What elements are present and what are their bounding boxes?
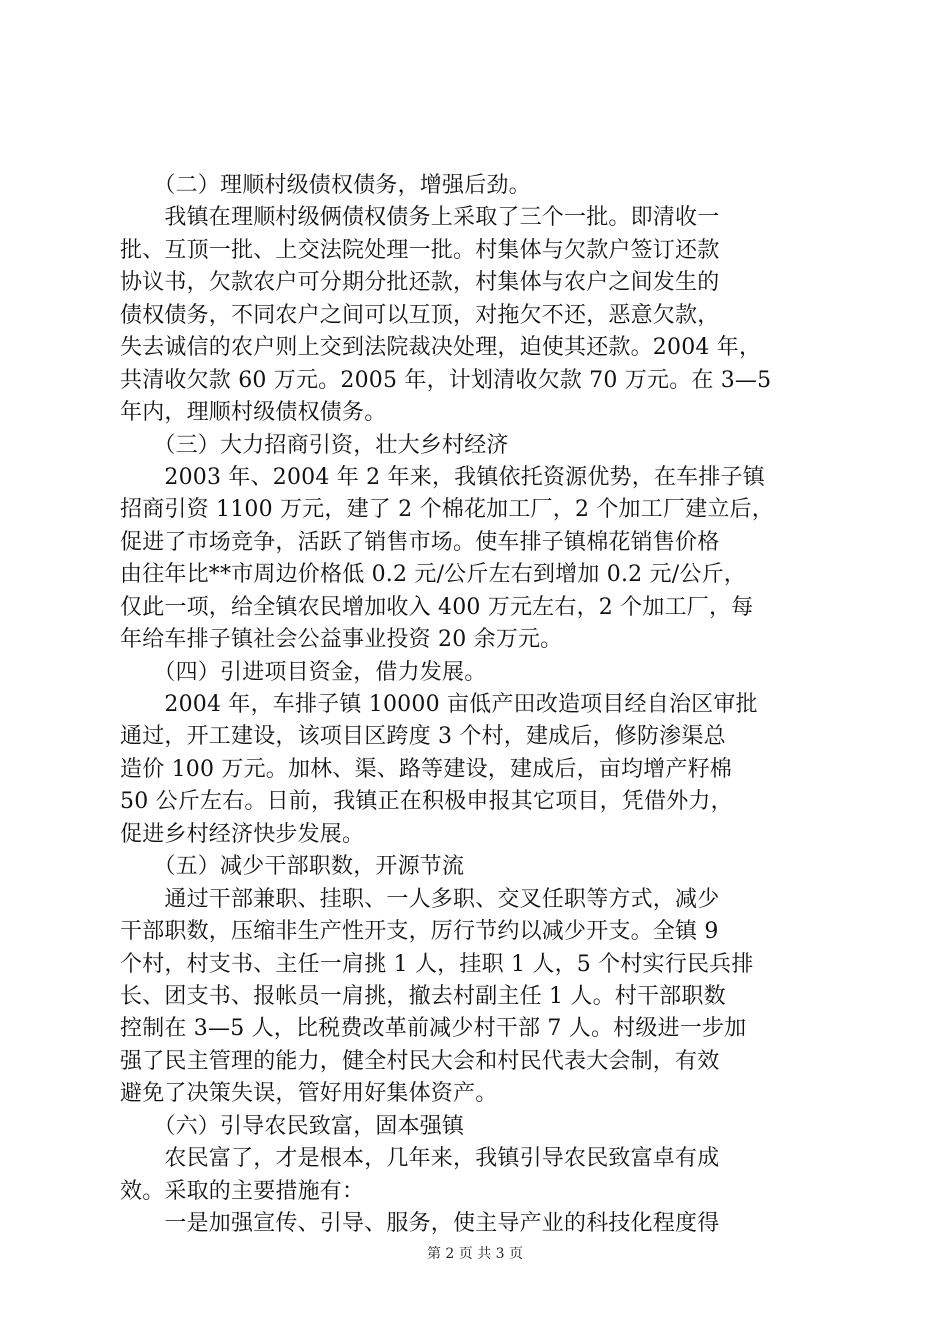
page-number: 第 2 页 共 3 页 bbox=[426, 1246, 524, 1262]
text-line: 年给车排子镇社会公益事业投资 20 余万元。 bbox=[120, 627, 563, 653]
text-line: 债权债务，不同农户之间可以互顶，对拖欠不还，恶意欠款， bbox=[120, 302, 720, 328]
text-line: 由往年比**市周边价格低 0.2 元/公斤左右到增加 0.2 元/公斤， bbox=[120, 562, 746, 588]
text-line: 控制在 3—5 人，比税费改革前减少村干部 7 人。村级进一步加 bbox=[120, 1016, 747, 1042]
text-line: 避免了决策失误，管好用好集体资产。 bbox=[120, 1081, 498, 1107]
text-line: 2004 年，车排子镇 10000 亩低产田改造项目经自治区审批 bbox=[120, 692, 758, 717]
text-line: 促进了市场竞争，活跃了销售市场。使车排子镇棉花销售价格 bbox=[120, 529, 720, 555]
text-line: （四）引进项目资金，借力发展。 bbox=[120, 659, 487, 685]
text-line: 招商引资 1100 万元，建了 2 个棉花加工厂，2 个加工厂建立后， bbox=[120, 497, 774, 523]
text-line: 造价 100 万元。加林、渠、路等建设，建成后，亩均增产籽棉 bbox=[120, 756, 732, 782]
text-line: 干部职数，压缩非生产性开支，厉行节约以减少开支。全镇 9 bbox=[120, 919, 719, 945]
text-line: 通过，开工建设，该项目区跨度 3 个村，建成后，修防渗渠总 bbox=[120, 724, 726, 750]
document-body bbox=[120, 170, 836, 1240]
text-line: 效。采取的主要措施有： bbox=[120, 1178, 365, 1204]
text-line: 共清收欠款 60 万元。2005 年，计划清收欠款 70 万元。在 3—5 bbox=[120, 367, 772, 393]
text-line: 一是加强宣传、引导、服务，使主导产业的科技化程度得 bbox=[120, 1211, 720, 1236]
text-line: 批、互顶一批、上交法院处理一批。村集体与欠款户签订还款 bbox=[120, 237, 720, 263]
text-line: 农民富了，才是根本，几年来，我镇引导农民致富卓有成 bbox=[120, 1146, 720, 1172]
text-line: 2003 年、2004 年 2 年来，我镇依托资源优势，在车排子镇 bbox=[120, 464, 765, 490]
text-line: （五）减少干部职数，开源节流 bbox=[120, 854, 465, 880]
text-line: 强了民主管理的能力，健全村民大会和村民代表大会制，有效 bbox=[120, 1048, 720, 1074]
text-line: （六）引导农民致富，固本强镇 bbox=[120, 1113, 465, 1139]
text-line: （二）理顺村级债权债务，增强后劲。 bbox=[120, 173, 531, 198]
text-line: 失去诚信的农户则上交到法院裁决处理，迫使其还款。2004 年， bbox=[120, 335, 762, 361]
page-footer bbox=[0, 1244, 950, 1264]
text-line: 协议书，欠款农户可分期分批还款，村集体与农户之间发生的 bbox=[120, 270, 720, 296]
text-line: 仅此一项，给全镇农民增加收入 400 万元左右，2 个加工厂，每 bbox=[120, 594, 754, 620]
text-line: 长、团支书、报帐员一肩挑，撤去村副主任 1 人。村干部职数 bbox=[120, 983, 726, 1009]
text-line: 年内，理顺村级债权债务。 bbox=[120, 400, 387, 426]
text-line: 我镇在理顺村级俩债权债务上采取了三个一批。即清收一 bbox=[120, 205, 720, 231]
text-line: 50 公斤左右。日前，我镇正在积极申报其它项目，凭借外力， bbox=[120, 789, 733, 815]
text-line: 个村，村支书、主任一肩挑 1 人，挂职 1 人，5 个村实行民兵排 bbox=[120, 951, 754, 977]
text-line: 通过干部兼职、挂职、一人多职、交叉任职等方式，减少 bbox=[120, 886, 720, 912]
text-line: 促进乡村经济快步发展。 bbox=[120, 821, 365, 847]
text-line: （三）大力招商引资，壮大乡村经济 bbox=[120, 432, 509, 458]
